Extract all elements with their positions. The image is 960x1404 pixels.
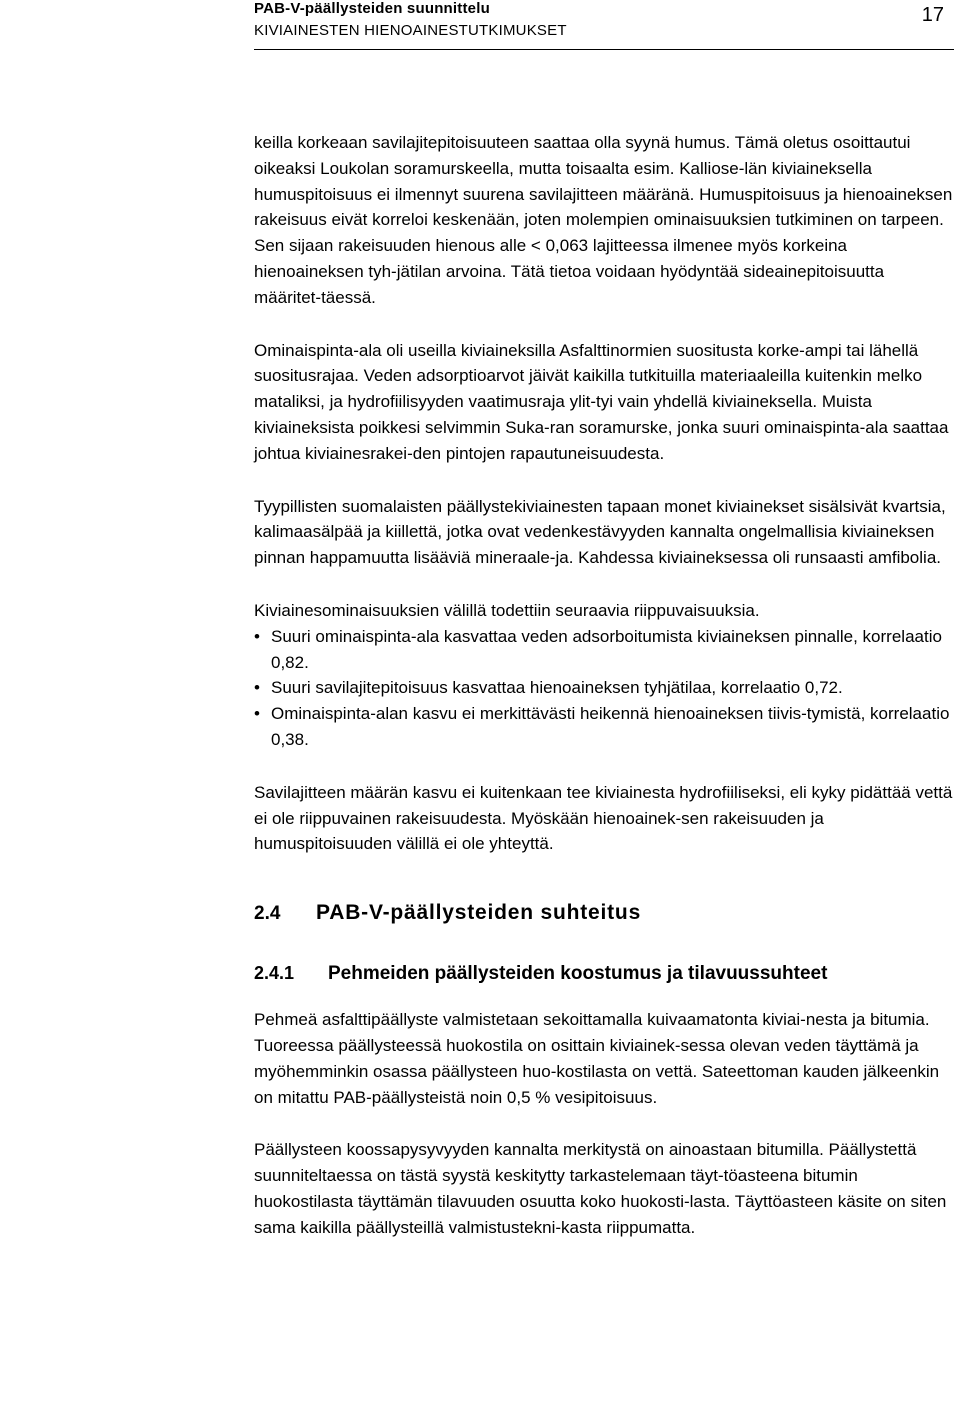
paragraph-cohesion: Päällysteen koossapysyvyyden kannalta merkitystä on ainoastaan bitumilla. Päällystettä suunniteltaessa on tästä syystä keskitytty tarkastelemaan täyt-töasteena bitumin huokostilasta täyttämän tilavuuden osuutta koko huokosti-lasta. Täyttöasteen käsite on siten sama kaikilla päällysteillä valmistustekni-kasta riippumatta. bbox=[254, 1140, 947, 1237]
paragraph-soft-asphalt: Pehmeä asfalttipäällyste valmistetaan sekoittamalla kuivaamatonta kiviai-nesta ja bitumia. Tuoreessa päällysteessä huokostila on osittain kiviainek-sessa olevan veden täyttämä ja myöhemminkin osassa päällysteen huo-kostilasta on vettä. Sateettoman kauden jälkeenkin on mitattu PAB-päällysteistä noin 0,5 % vesipitoisuus. bbox=[254, 1010, 940, 1107]
document-title: PAB-V-päällysteiden suunnittelu bbox=[254, 0, 490, 17]
list-item-text: Suuri ominaispinta-ala kasvattaa veden adsorboitumista kiviaineksen pinnalle, korrelaatio 0,82. bbox=[271, 626, 942, 672]
section-heading bbox=[254, 901, 954, 925]
dependencies-list bbox=[254, 624, 954, 753]
section-title: PAB-V-päällysteiden suhteitus bbox=[316, 901, 642, 925]
paragraph-specific-surface: Ominaispinta-ala oli useilla kiviaineksilla Asfalttinormien suositusta korke-ampi tai lähellä suositusrajaa. Veden adsorptioarvot jäivät kaikilla tutkituilla materiaaleilla kuitenkin melko mataliksi, ja hydrofiilisyyden vaatimusraja ylit-tyi vain yhdellä kiviaineksella. Muista kiviaineksista poikkesi selvimmin Suka-ran soramurske, jonka suuri ominaispinta-ala saattaa johtua kiviainesrakei-den pintojen rapautuneisuudesta. bbox=[254, 340, 949, 463]
list-item-text: Suuri savilajitepitoisuus kasvattaa hienoaineksen tyhjätilaa, korrelaatio 0,72. bbox=[271, 678, 843, 698]
paragraph-clay-content: Savilajitteen määrän kasvu ei kuitenkaan tee kiviainesta hydrofiiliseksi, eli kyky pidättää vettä ei ole riippuvainen rakeisuudesta. Myöskään hienoainek-sen rakeisuuden ja humuspitoisuuden välillä ei ole yhteyttä. bbox=[254, 782, 953, 854]
subsection-number: 2.4.1 bbox=[254, 963, 295, 984]
list-item bbox=[254, 701, 954, 753]
bullet-icon: • bbox=[254, 704, 260, 724]
paragraph-dependencies-intro: Kiviainesominaisuuksien välillä todettiin seuraavia riippuvaisuuksia. bbox=[254, 600, 760, 620]
bullet-icon: • bbox=[254, 678, 260, 698]
list-item-text: Ominaispinta-alan kasvu ei merkittävästi heikennä hienoaineksen tiivis-tymistä, korrelaatio 0,38. bbox=[271, 704, 950, 749]
paragraph-minerals: Tyypillisten suomalaisten päällystekiviainesten tapaan monet kiviainekset sisälsivät kvartsia, kalimaasälpää ja kiillettä, jotka ovat vedenkestävyyden kannalta ongelmallisia kiviaineksen pinnan happamuutta lisääviä mineraale-ja. Kahdessa kiviaineksessa oli runsaasti amfibolia. bbox=[254, 496, 946, 568]
subsection-heading bbox=[254, 963, 954, 985]
list-item bbox=[254, 624, 954, 676]
header-divider bbox=[254, 49, 954, 50]
chapter-title: KIVIAINESTEN HIENOAINESTUTKIMUKSET bbox=[254, 22, 567, 39]
page-number: 17 bbox=[921, 4, 944, 26]
section-number: 2.4 bbox=[254, 903, 281, 925]
list-item bbox=[254, 675, 954, 701]
bullet-icon: • bbox=[254, 626, 260, 646]
page-header bbox=[254, 0, 954, 48]
subsection-title: Pehmeiden päällysteiden koostumus ja tilavuussuhteet bbox=[328, 963, 828, 985]
page-body bbox=[254, 130, 954, 1241]
paragraph-humus: keilla korkeaan savilajitepitoisuuteen saattaa olla syynä humus. Tämä oletus osoittautui oikeaksi Loukolan soramurskeella, mutta toisaalta esim. Kalliose-län kiviaineksella humuspitoisuus ei ilmennyt suurena savilajitteen määränä. Humuspitoisuus ja hienoaineksen rakeisuus eivät korreloi keskenään, joten molempien ominaisuuksien tutkiminen on tarpeen. Sen sijaan rakeisuuden hienous alle < 0,063 lajitteessa ilmenee myös korkeina hienoaineksen tyh-jätilan arvoina. Tätä tietoa voidaan hyödyntää sideainepitoisuutta määritet-täessä. bbox=[254, 133, 953, 307]
